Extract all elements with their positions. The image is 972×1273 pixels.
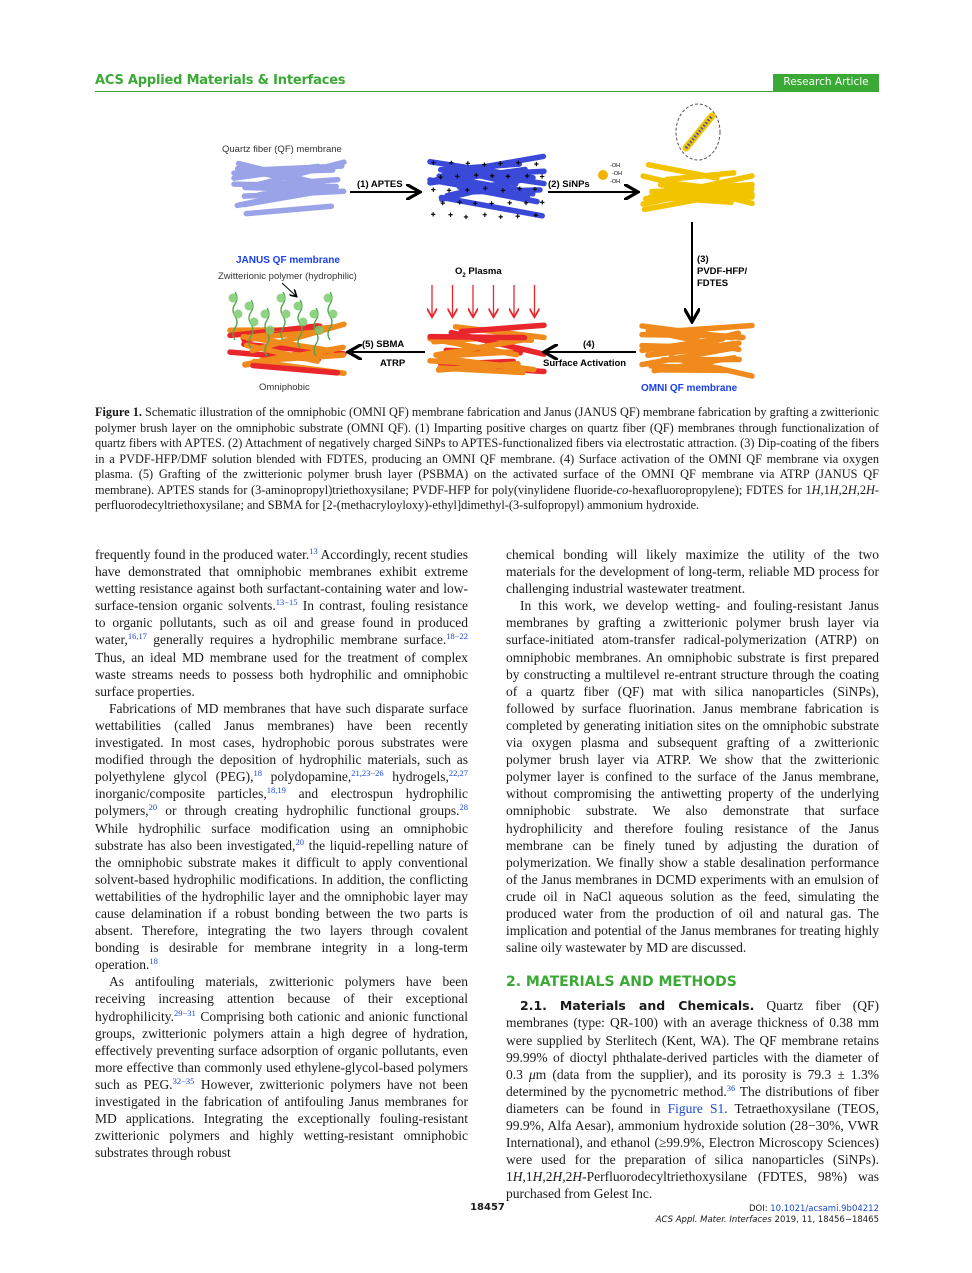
omni-membrane-label: OMNI QF membrane: [641, 383, 738, 394]
plus-icon: [431, 187, 435, 191]
citation-link[interactable]: 18: [149, 956, 158, 967]
text-run: polydopamine,: [262, 769, 352, 785]
text-run: inorganic/composite particles,: [95, 786, 267, 802]
qf-membrane-label: Quartz fiber (QF) membrane: [222, 144, 342, 155]
fiber: [430, 337, 524, 338]
citation-link[interactable]: 36: [726, 1082, 736, 1093]
citation-link[interactable]: 21,23−26: [351, 768, 384, 779]
zwitterion-icon: [229, 294, 238, 303]
step-4-label: Surface Activation: [543, 358, 627, 369]
italic-run: H: [866, 482, 875, 497]
zwitterion-icon: [282, 310, 291, 319]
text-run: . Tetraethoxysilane (TEOS, 99.9%, Alfa Aesar), ammonium hydroxide solution (28−30%, VWR International), and ethanol (≥99.9%, Electron Microscopy Sciences) were used for the preparation of silica nanoparticles (SiNPs). 1: [506, 1100, 879, 1185]
step-5-label: (5) SBMA: [362, 339, 405, 350]
footer-citation: [656, 1204, 879, 1226]
zwitterion-icon: [266, 326, 275, 335]
text-run: Comprising both cationic and anionic functional groups, zwitterionic polymers attain a high degree of hydration, effectively preventing surface adsorption of organic pollutants, even more effective than commonly used ethylene-glycol-based polymers such as PEG.: [95, 1008, 468, 1092]
plus-icon: [508, 201, 512, 205]
text-run: the liquid-repelling nature of the omniphobic substrate makes it difficult to apply conventional solvent-based hydrophilic modifications. In addition, the conflicting wettabilities of the hydrophilic layer and the omniphobic layer may cause delamination if a robust bonding between the two parts is absent. Therefore, integrating the two layers through covalent bonding is desirable for membrane integrity in a long-term operation.: [95, 837, 468, 973]
paragraph: [506, 546, 879, 597]
italic-run: H: [532, 1169, 543, 1185]
italic-run: μ: [528, 1066, 536, 1082]
plus-icon: [431, 212, 435, 216]
plus-icon: [448, 213, 452, 217]
omniphobic-label: Omniphobic: [259, 382, 310, 393]
fiber: [652, 189, 752, 192]
citation-link[interactable]: 20: [148, 802, 158, 813]
citation-link[interactable]: 13: [309, 546, 318, 556]
text-run: ,2: [856, 482, 866, 497]
janus-membrane-label: JANUS QF membrane: [236, 255, 340, 266]
citation-link[interactable]: 22,27: [448, 768, 468, 779]
introduction-continued: [506, 546, 879, 956]
fiber: [461, 325, 544, 331]
paragraph: [95, 546, 468, 700]
zwitterion-icon: [250, 318, 259, 327]
citation-link[interactable]: 18,19: [266, 785, 286, 796]
italic-run: H: [572, 1169, 583, 1185]
doi-link[interactable]: 10.1021/acsami.9b04212: [770, 1204, 879, 1214]
o2-plasma-label: $O_2$ Plasma: [455, 266, 502, 279]
article-type-badge: Research Article: [773, 74, 879, 91]
paragraph: [95, 973, 468, 1161]
text-run: Schematic illustration of the omniphobic (OMNI QF) membrane fabrication and Janus (JANUS QF) membrane fabrication by grafting a zwitterionic polymer brush layer on the omniphobic substrate (OMNI QF). (1) Imparting positive charges on quartz fiber (QF) membranes through functionalization of quartz fibers with APTES. (2) Attachment of negatively charged SiNPs to APTES-functionalized fibers via electrostatic attraction. (3) Dip-coating of the fibers in a PVDF-HFP/DMF solution blended with FDTES, producing an OMNI QF membrane. (4) Surface activation of the OMNI QF membrane via oxygen plasma. (5) Grafting of the zwitterionic polymer brush layer (PSBMA) on the activated surface of the OMNI QF membrane via ATRP (JANUS QF membrane). APTES stands for (3-aminopropyl)triethoxysilane; PVDF-HFP for poly(vinylidene fluoride-: [95, 405, 879, 497]
italic-run: co: [616, 482, 629, 497]
text-run: -perfluorodecyltriethoxysilane; and SBMA for [2-(methacryloyloxy)-ethyl]dimethyl-(3-sulfopropyl) ammonium hydroxide.: [95, 482, 879, 512]
step-3-number: (3): [697, 254, 709, 265]
text-run: The distributions of fiber diameters can be found in: [506, 1083, 880, 1116]
zwitterion-icon: [329, 310, 338, 319]
step-4-number: (4): [583, 339, 595, 350]
citation-link[interactable]: 16,17: [127, 631, 147, 642]
section-heading: 2. MATERIALS AND METHODS: [506, 974, 737, 991]
text-run: ,1: [820, 482, 830, 497]
plasma-arrows: [432, 285, 535, 316]
step-3-label-b: FDTES: [697, 278, 729, 289]
paragraph: [506, 597, 879, 956]
figure-caption: [95, 405, 879, 514]
citation-info: 2019, 11, 18456−18465: [771, 1215, 879, 1225]
citation-link[interactable]: 29−31: [174, 1007, 196, 1018]
doi-label: DOI:: [748, 1204, 771, 1214]
text-run: Quartz fiber (QF) membranes (type: QR-100) with an average thickness of 0.38 mm were supplied by Sterlitech (Kent, WA). The QF membrane retains 99.99% of dioctyl phthalate-derived particles with the diameter of 0.3: [506, 998, 879, 1082]
paragraph: [95, 700, 468, 974]
text-run: In this work, we develop wetting- and fouling-resistant Janus membranes by grafting a zwitterionic polymer brush layer via surface-initiated atom-transfer radical-polymerization (ATRP) on omniphobic membranes. An omniphobic substrate is first prepared by constructing a multilevel re-entrant structure through the coating of a quartz fiber (QF) mat with silica nanoparticles (SiNPs), followed by surface fluorination. Janus membrane fabrication is completed by generating initiation sites on the omniphobic substrate via oxygen plasma and subsequent grafting of a zwitterionic polymer brush layer via ATRP. We show that the zwitterionic polymer layer is confined to the surface of the Janus membrane, without compromising the antiwetting property of the underlying omniphobic substrate. We also demonstrate that surface hydrophilicity and therefore fouling resistance of the Janus membrane can be finely tuned by adjusting the duration of polymerization. We finally show a stable desalination performance of the Janus membranes in DCMD experiments with an emulsion of crude oil in NaCl aqueous solution as the feed, simulating the produced water from the production of oil and natural gas. The implication and potential of the Janus membranes for treating highly saline oily wastewater by MD are discussed.: [506, 598, 879, 956]
right-column: [506, 546, 879, 1202]
journal-abbrev: ACS Appl. Mater. Interfaces: [655, 1215, 772, 1225]
oh-label: -OH: [610, 179, 621, 185]
fiber: [246, 206, 331, 213]
figure-link[interactable]: Figure S1: [667, 1100, 725, 1116]
text-run: -Perfluorodecyltriethoxysilane (FDTES, 98%) was purchased from Gelest Inc.: [506, 1169, 879, 1202]
figure-1-schematic: [200, 100, 780, 400]
zwitterion-icon: [294, 302, 303, 311]
zwitterion-icon: [310, 310, 319, 319]
figure-label: Figure 1.: [95, 405, 142, 419]
text-run: m (data from the supplier), and its porosity is 79.3 ± 1.3% determined by the pycnometric method.: [506, 1066, 879, 1099]
italic-run: H: [552, 1169, 563, 1185]
plus-icon: [447, 188, 451, 192]
text-run: ,2: [542, 1169, 553, 1185]
plus-icon: [540, 174, 544, 178]
text-run: ,2: [562, 1169, 573, 1185]
citation-link[interactable]: 32−35: [172, 1075, 195, 1086]
plasma-fiber-bundle: [430, 325, 544, 372]
text-run: generally requires a hydrophilic membrane surface.: [146, 632, 447, 648]
journal-title[interactable]: ACS Applied Materials & Interfaces: [95, 73, 346, 88]
text-run: In contrast, fouling resistance to organic pollutants, such as oil and grease found in produced water,: [95, 598, 469, 648]
citation-link[interactable]: 18: [253, 768, 263, 779]
text-run: Fabrications of MD membranes that have such disparate surface wettabilities (called Janus membranes) have been recently investigated. In most cases, hydrophobic porous substrates were modified through the deposition of hydrophilic materials, such as polyethylene glycol (PEG),: [95, 700, 468, 785]
plus-icon: [540, 200, 544, 204]
plus-icon: [464, 215, 468, 219]
fiber: [253, 366, 337, 373]
oh-label: -OH: [612, 171, 623, 177]
fiber: [667, 173, 734, 180]
text-run: ,1: [522, 1169, 533, 1185]
quartz-fiber-bundle: [234, 162, 344, 214]
aptes-fiber-bundle: [430, 156, 544, 215]
step-1-label: (1) APTES: [357, 179, 403, 190]
citation-link[interactable]: 13−15: [275, 597, 298, 608]
italic-run: H: [829, 482, 839, 497]
janus-fiber-bundle: [230, 324, 344, 373]
zwitterion-icon: [261, 310, 270, 319]
text-run: Accordingly, recent studies have demonstrated that omniphobic membranes exhibit extreme wetting resistance against both surfactant-containing water and low-surface-tension organic solvents.: [95, 547, 468, 614]
zwitterion-icon: [277, 294, 286, 303]
citation-link[interactable]: 18−22: [446, 631, 468, 642]
text-run: hydrogels,: [383, 769, 449, 785]
text-run: -hexafluoropropylene); FDTES for 1: [628, 482, 812, 497]
text-run: or through creating hydrophilic functional groups.: [157, 803, 460, 819]
italic-run: H: [847, 482, 857, 497]
plus-icon: [483, 213, 487, 217]
zwitterion-icon: [299, 318, 308, 327]
text-run: frequently found in the produced water.: [95, 547, 310, 562]
text-run: While hydrophilic surface modification using an omniphobic substrate has also been investigated,: [95, 820, 468, 853]
zwitterionic-polymer-label: Zwitterionic polymer (hydrophilic): [218, 271, 357, 282]
plus-icon: [499, 215, 503, 219]
italic-run: H: [512, 1169, 523, 1185]
zwitterion-icon: [315, 326, 324, 335]
zwitterion-icon: [234, 310, 243, 319]
text-run: chemical bonding will likely maximize the utility of the two materials for the development of long-term, reliable MD process for challenging industrial wastewater treatment.: [506, 547, 879, 597]
citation-link[interactable]: 20: [295, 836, 304, 847]
left-column: [95, 546, 468, 1161]
text-run: ,2: [838, 482, 848, 497]
zwitterion-icon: [324, 294, 333, 303]
italic-run: H: [811, 482, 821, 497]
omni-fiber-bundle: [642, 326, 752, 376]
plus-icon: [516, 214, 520, 218]
methods-paragraph: [506, 997, 879, 1202]
text-run: As antifouling materials, zwitterionic polymers have been receiving increasing attention because of their exceptional hydrophilicity.: [95, 974, 468, 1024]
citation-link[interactable]: 28: [459, 802, 468, 813]
subsection-heading: 2.1. Materials and Chemicals.: [520, 998, 755, 1014]
oh-label: -OH: [610, 163, 621, 169]
text-run: and electrospun hydrophilic polymers,: [95, 786, 468, 819]
step-2-label: (2) SiNPs: [548, 179, 590, 190]
header-divider: [95, 91, 879, 92]
sinp-particle-icon: [598, 170, 608, 180]
step-3-label-a: PVDF-HFP/: [697, 266, 748, 277]
text-run: However, zwitterionic polymers have not been investigated in the fabrication of antifouling Janus membranes for MD applications. Integrating the exceptionally fouling-resistant zwitterionic polymers and highly wetting-resistant omniphobic substrates through robust: [95, 1076, 468, 1161]
plus-icon: [534, 162, 538, 166]
sinp-fiber-bundle: [643, 165, 752, 210]
step-5-atrp-label: ATRP: [380, 358, 406, 369]
page-number: 18457: [470, 1202, 505, 1213]
zwitterion-icon: [245, 302, 254, 311]
fiber: [244, 191, 343, 196]
text-run: Thus, an ideal MD membrane used for the treatment of complex waste streams needs to possess both hydrophilic and omniphobic surface properties.: [95, 649, 468, 699]
